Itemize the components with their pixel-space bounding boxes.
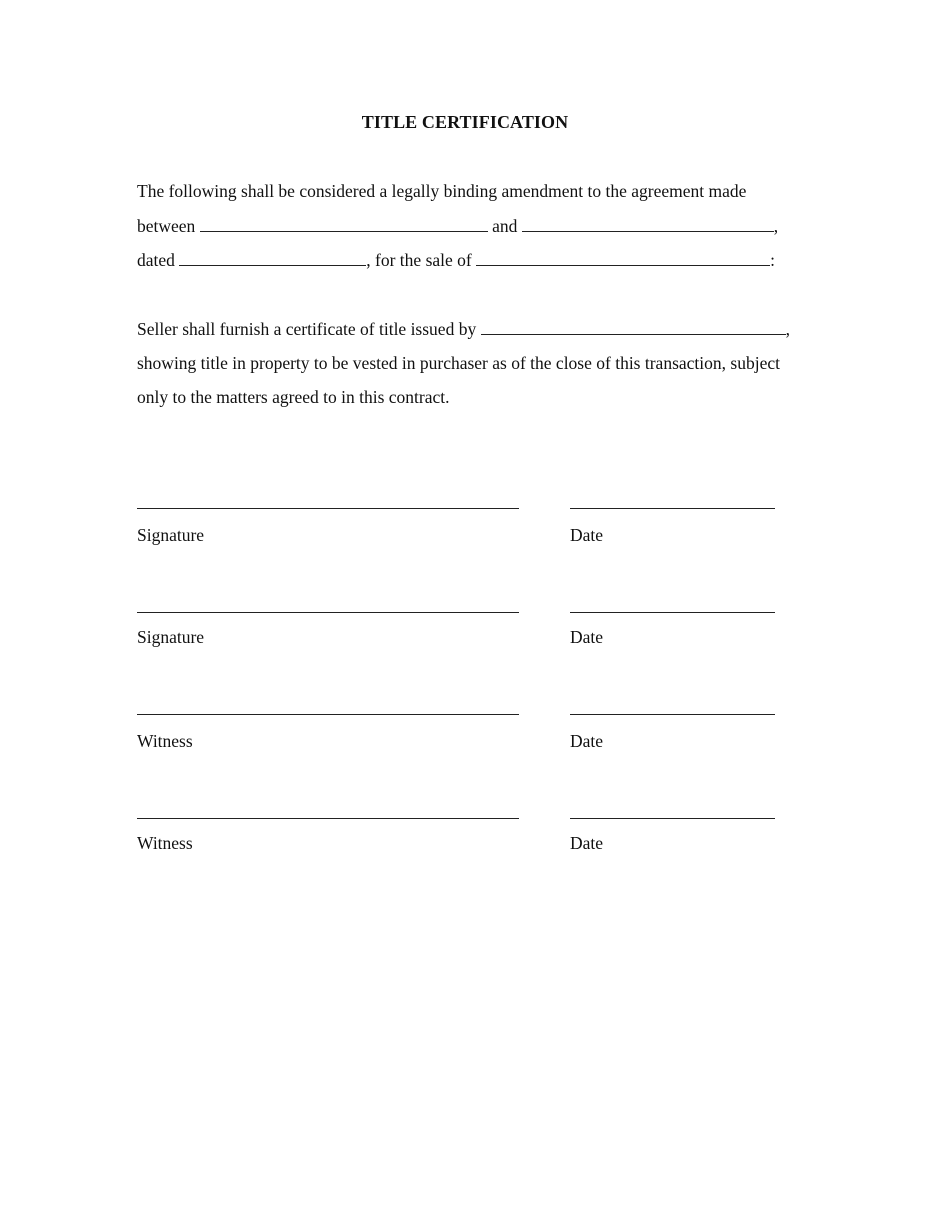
para2-line1	[137, 318, 790, 340]
para1-line1: The following shall be considered a legally binding amendment to the agreement made	[137, 181, 747, 201]
issuer-blank[interactable]	[481, 318, 786, 335]
signature-line[interactable]	[137, 508, 519, 509]
para2-line2: showing title in property to be vested in purchaser as of the close of this transaction, subject	[137, 353, 780, 373]
witness-label: Witness	[137, 731, 193, 751]
document-title: TITLE CERTIFICATION	[361, 112, 569, 132]
between-label: between	[137, 216, 196, 236]
witness-line[interactable]	[137, 714, 519, 715]
witness-line[interactable]	[137, 818, 519, 819]
colon-label: :	[770, 250, 775, 270]
seller-furnish-text: Seller shall furnish a certificate of title issued by	[137, 319, 477, 339]
date-blank[interactable]	[179, 249, 366, 266]
date-line[interactable]	[570, 818, 775, 819]
signature-line[interactable]	[137, 612, 519, 613]
date-line[interactable]	[570, 612, 775, 613]
signature-label: Signature	[137, 627, 205, 647]
signature-label: Signature	[137, 525, 205, 545]
date-line[interactable]	[570, 714, 775, 715]
comma-label: ,	[785, 319, 790, 339]
for-sale-label: , for the sale of	[366, 250, 472, 270]
party-two-blank[interactable]	[522, 215, 774, 232]
party-one-blank[interactable]	[200, 215, 488, 232]
date-label: Date	[570, 833, 604, 853]
comma-label: ,	[773, 216, 779, 236]
date-line[interactable]	[570, 508, 775, 509]
date-label: Date	[570, 731, 604, 751]
date-label: Date	[570, 627, 604, 647]
and-label: and	[492, 216, 518, 236]
dated-label: dated	[137, 250, 175, 270]
sale-item-blank[interactable]	[476, 249, 770, 266]
para1-line2	[137, 215, 778, 237]
witness-label: Witness	[137, 833, 193, 853]
para1-line3	[137, 249, 775, 271]
date-label: Date	[570, 525, 604, 545]
para2-line3: only to the matters agreed to in this contract.	[137, 387, 450, 407]
